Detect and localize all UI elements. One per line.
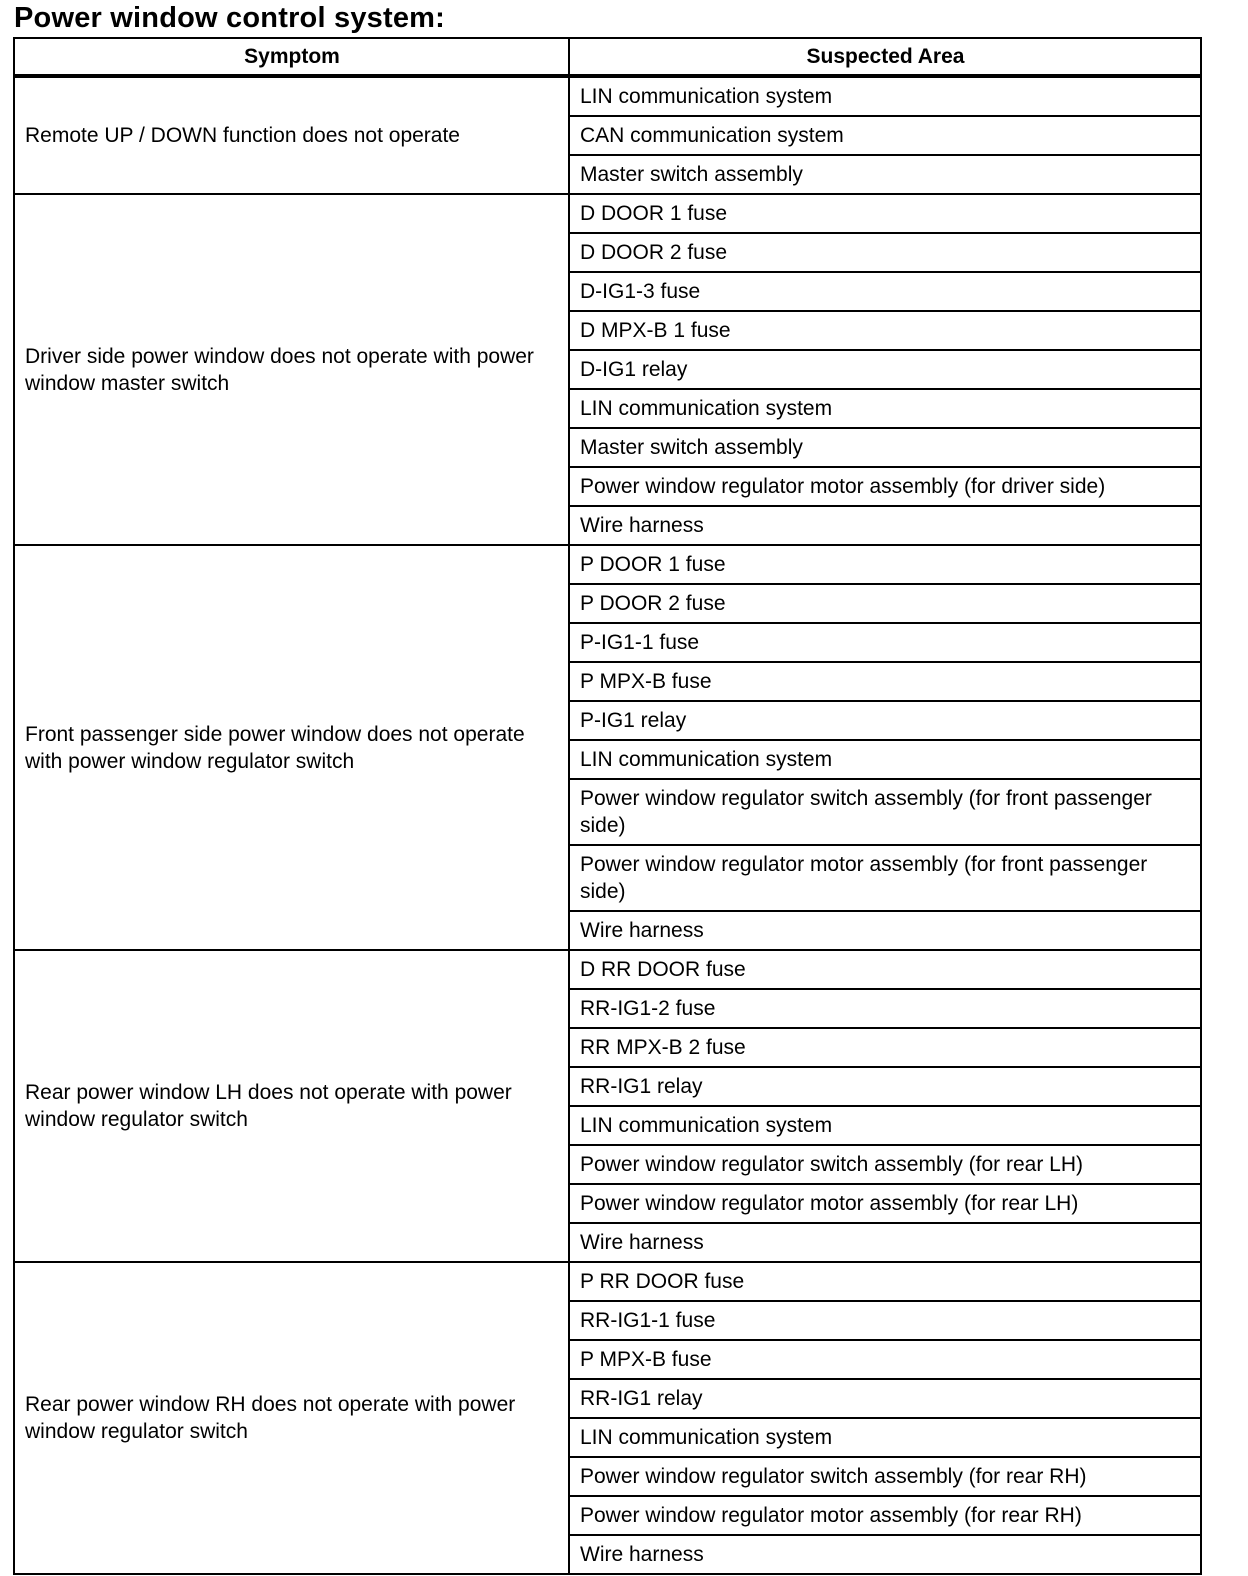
suspected-area-cell: Power window regulator motor assembly (for rear RH)	[569, 1496, 1201, 1535]
suspected-area-cell: LIN communication system	[569, 740, 1201, 779]
suspected-area-cell: P DOOR 2 fuse	[569, 584, 1201, 623]
suspected-area-cell: RR-IG1-2 fuse	[569, 989, 1201, 1028]
suspected-area-cell: P DOOR 1 fuse	[569, 545, 1201, 584]
suspected-area-cell: P-IG1 relay	[569, 701, 1201, 740]
suspected-area-cell: RR-IG1 relay	[569, 1379, 1201, 1418]
suspected-area-cell: Power window regulator switch assembly (for front passenger side)	[569, 779, 1201, 845]
suspected-area-cell: LIN communication system	[569, 389, 1201, 428]
table-row	[14, 1262, 1201, 1301]
suspected-area-cell: LIN communication system	[569, 1418, 1201, 1457]
suspected-area-cell: Wire harness	[569, 506, 1201, 545]
suspected-area-cell: RR-IG1-1 fuse	[569, 1301, 1201, 1340]
page-title: Power window control system:	[14, 2, 445, 34]
suspected-area-cell: Power window regulator motor assembly (for front passenger side)	[569, 845, 1201, 911]
suspected-area-cell: D-IG1-3 fuse	[569, 272, 1201, 311]
suspected-area-cell: RR-IG1 relay	[569, 1067, 1201, 1106]
suspected-area-cell: Power window regulator switch assembly (for rear LH)	[569, 1145, 1201, 1184]
suspected-area-cell: Wire harness	[569, 1535, 1201, 1574]
suspected-area-cell: P MPX-B fuse	[569, 1340, 1201, 1379]
suspected-area-cell: CAN communication system	[569, 116, 1201, 155]
suspected-area-cell: D-IG1 relay	[569, 350, 1201, 389]
suspected-area-cell: P MPX-B fuse	[569, 662, 1201, 701]
suspected-area-cell: Wire harness	[569, 1223, 1201, 1262]
suspected-area-cell: Master switch assembly	[569, 428, 1201, 467]
suspected-area-cell: D MPX-B 1 fuse	[569, 311, 1201, 350]
suspected-area-cell: Power window regulator motor assembly (for driver side)	[569, 467, 1201, 506]
suspected-area-cell: Power window regulator motor assembly (for rear LH)	[569, 1184, 1201, 1223]
suspected-area-column-header: Suspected Area	[569, 38, 1201, 76]
suspected-area-cell: D DOOR 1 fuse	[569, 194, 1201, 233]
suspected-area-cell: P-IG1-1 fuse	[569, 623, 1201, 662]
suspected-area-cell: LIN communication system	[569, 1106, 1201, 1145]
symptom-cell: Rear power window RH does not operate with power window regulator switch	[14, 1262, 569, 1574]
troubleshooting-table	[13, 37, 1202, 1575]
table-row	[14, 545, 1201, 584]
suspected-area-cell: RR MPX-B 2 fuse	[569, 1028, 1201, 1067]
suspected-area-cell: Power window regulator switch assembly (for rear RH)	[569, 1457, 1201, 1496]
symptom-column-header: Symptom	[14, 38, 569, 76]
suspected-area-cell: Master switch assembly	[569, 155, 1201, 194]
table-row	[14, 950, 1201, 989]
header-row	[14, 38, 1201, 76]
suspected-area-cell: P RR DOOR fuse	[569, 1262, 1201, 1301]
symptom-cell: Driver side power window does not operate with power window master switch	[14, 194, 569, 545]
suspected-area-cell: D DOOR 2 fuse	[569, 233, 1201, 272]
table-row	[14, 76, 1201, 116]
symptom-cell: Remote UP / DOWN function does not operate	[14, 76, 569, 194]
suspected-area-cell: D RR DOOR fuse	[569, 950, 1201, 989]
symptom-cell: Rear power window LH does not operate with power window regulator switch	[14, 950, 569, 1262]
symptom-cell: Front passenger side power window does not operate with power window regulator switch	[14, 545, 569, 950]
suspected-area-cell: Wire harness	[569, 911, 1201, 950]
table-body	[14, 76, 1201, 1574]
table-row	[14, 194, 1201, 233]
suspected-area-cell: LIN communication system	[569, 76, 1201, 116]
